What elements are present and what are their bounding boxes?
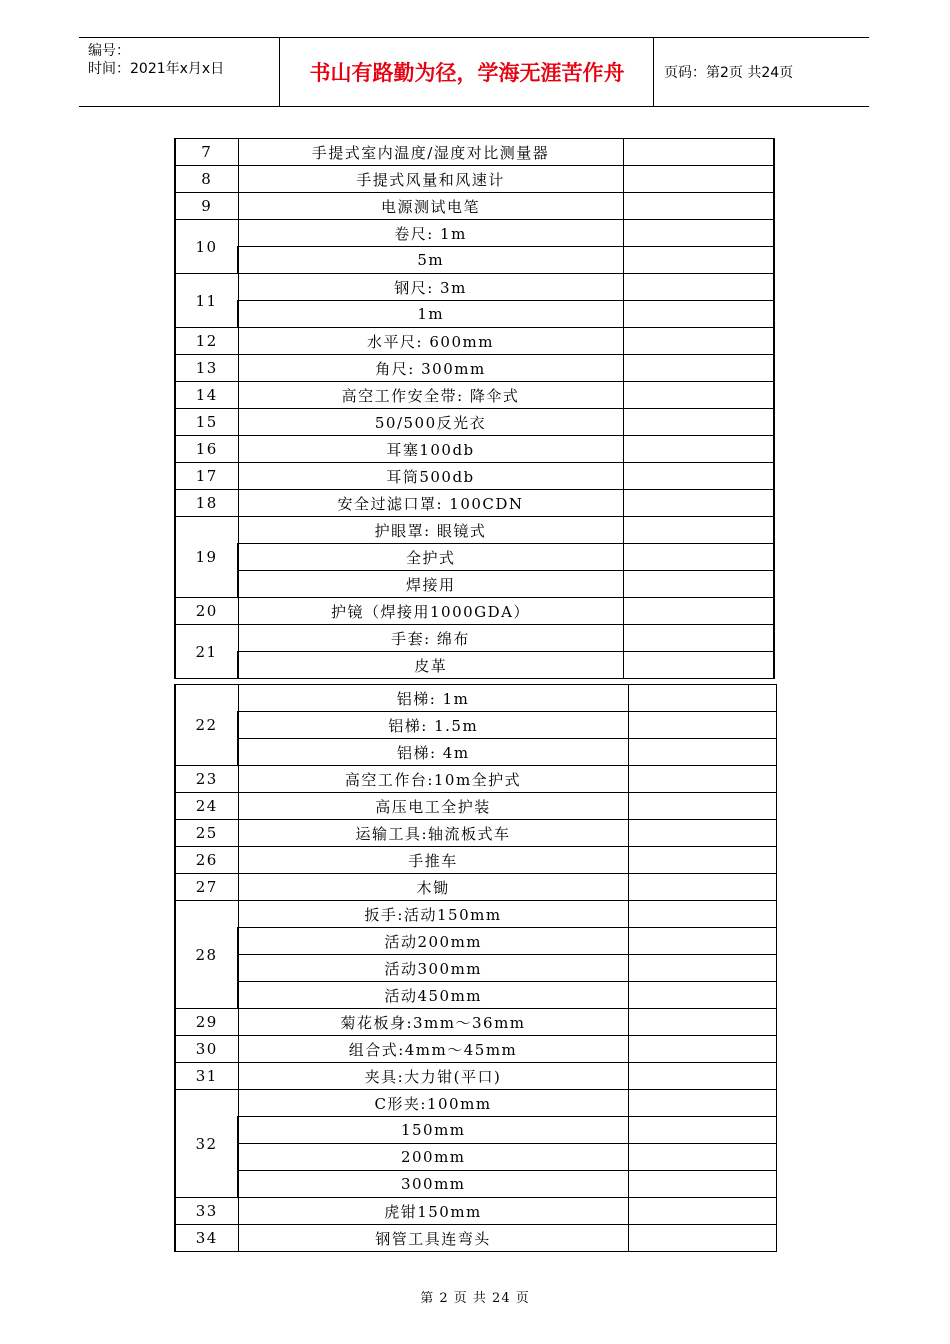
item-number: 28 (175, 901, 238, 1009)
table-row (175, 820, 776, 847)
blank-cell (623, 490, 774, 517)
item-number: 13 (175, 355, 238, 382)
table-row (175, 1009, 776, 1036)
table-row (175, 1090, 776, 1117)
item-number: 18 (175, 490, 238, 517)
table-row (175, 1036, 776, 1063)
blank-cell (628, 766, 776, 793)
blank-cell (623, 247, 774, 274)
table-row (175, 982, 776, 1009)
blank-cell (623, 409, 774, 436)
table-row (175, 1117, 776, 1144)
blank-cell (628, 901, 776, 928)
item-name: 手推车 (238, 847, 628, 874)
table-row (175, 328, 774, 355)
item-number: 15 (175, 409, 238, 436)
blank-cell (623, 625, 774, 652)
equipment-table-part-1 (174, 138, 775, 679)
item-name: 5m (238, 247, 623, 274)
table-row (175, 625, 774, 652)
item-number: 11 (175, 274, 238, 328)
item-name: 运输工具:轴流板式车 (238, 820, 628, 847)
blank-cell (628, 874, 776, 901)
item-number: 14 (175, 382, 238, 409)
item-name: 护镜（焊接用1000GDA） (238, 598, 623, 625)
table-row (175, 598, 774, 625)
item-name: 铝梯: 4m (238, 739, 628, 766)
item-name: 活动300mm (238, 955, 628, 982)
table-row (175, 1198, 776, 1225)
blank-cell (623, 139, 774, 166)
item-number: 16 (175, 436, 238, 463)
header-motto: 书山有路勤为径，学海无涯苦作舟 (281, 38, 654, 106)
item-number: 21 (175, 625, 238, 679)
item-name: 活动200mm (238, 928, 628, 955)
item-name: 手提式风量和风速计 (238, 166, 623, 193)
item-name: 耳筒500db (238, 463, 623, 490)
item-name: 全护式 (238, 544, 623, 571)
blank-cell (628, 955, 776, 982)
blank-cell (623, 436, 774, 463)
item-name: 扳手:活动150mm (238, 901, 628, 928)
item-number: 8 (175, 166, 238, 193)
item-name: 木锄 (238, 874, 628, 901)
blank-cell (623, 652, 774, 679)
item-name: 手套: 绵布 (238, 625, 623, 652)
page-footer: 第 2 页 共 24 页 (420, 1291, 530, 1306)
table-row (175, 901, 776, 928)
table-row (175, 139, 774, 166)
table-row (175, 355, 774, 382)
item-number: 20 (175, 598, 238, 625)
item-number: 23 (175, 766, 238, 793)
item-name: 角尺: 300mm (238, 355, 623, 382)
blank-cell (628, 1063, 776, 1090)
item-number: 34 (175, 1225, 238, 1252)
table-row (175, 409, 774, 436)
table-row (175, 490, 774, 517)
blank-cell (623, 463, 774, 490)
item-name: 铝梯: 1.5m (238, 712, 628, 739)
table-body-1 (175, 139, 774, 679)
table-row (175, 193, 774, 220)
table-row (175, 1171, 776, 1198)
item-name: 铝梯: 1m (238, 685, 628, 712)
blank-cell (623, 544, 774, 571)
blank-cell (623, 193, 774, 220)
item-name: 耳塞100db (238, 436, 623, 463)
blank-cell (623, 517, 774, 544)
item-number: 12 (175, 328, 238, 355)
item-name: 菊花板身:3mm～36mm (238, 1009, 628, 1036)
blank-cell (623, 166, 774, 193)
table-row (175, 517, 774, 544)
blank-cell (628, 847, 776, 874)
item-name: 护眼罩: 眼镜式 (238, 517, 623, 544)
table-row (175, 301, 774, 328)
item-number: 24 (175, 793, 238, 820)
item-name: 虎钳150mm (238, 1198, 628, 1225)
table-row (175, 1225, 776, 1252)
table-row (175, 166, 774, 193)
table-row (175, 1144, 776, 1171)
page-header (79, 37, 869, 107)
blank-cell (628, 820, 776, 847)
item-name: 高空工作台:10m全护式 (238, 766, 628, 793)
item-number: 31 (175, 1063, 238, 1090)
item-number: 25 (175, 820, 238, 847)
blank-cell (628, 1198, 776, 1225)
blank-cell (623, 220, 774, 247)
item-name: 手提式室内温度/湿度对比测量器 (238, 139, 623, 166)
item-name: 水平尺: 600mm (238, 328, 623, 355)
item-name: 1m (238, 301, 623, 328)
item-number: 32 (175, 1090, 238, 1198)
item-name: 夹具:大力钳(平口) (238, 1063, 628, 1090)
blank-cell (628, 1171, 776, 1198)
blank-cell (623, 571, 774, 598)
item-name: 高压电工全护装 (238, 793, 628, 820)
table-row (175, 247, 774, 274)
table-row (175, 739, 776, 766)
table-body-2 (175, 685, 776, 1252)
item-number: 33 (175, 1198, 238, 1225)
item-name: 卷尺: 1m (238, 220, 623, 247)
header-page-info: 页码：第2页 共24页 (664, 65, 794, 81)
item-name: 钢尺: 3m (238, 274, 623, 301)
table-row (175, 544, 774, 571)
item-number: 30 (175, 1036, 238, 1063)
header-meta (79, 38, 280, 106)
blank-cell (628, 1090, 776, 1117)
item-name: 焊接用 (238, 571, 623, 598)
blank-cell (628, 1117, 776, 1144)
table-row (175, 652, 774, 679)
item-name: 活动450mm (238, 982, 628, 1009)
item-number: 29 (175, 1009, 238, 1036)
table-row (175, 793, 776, 820)
table-row (175, 571, 774, 598)
blank-cell (628, 1144, 776, 1171)
blank-cell (628, 739, 776, 766)
blank-cell (623, 598, 774, 625)
table-row (175, 463, 774, 490)
table-row (175, 766, 776, 793)
item-number: 17 (175, 463, 238, 490)
item-number: 9 (175, 193, 238, 220)
table-row (175, 685, 776, 712)
blank-cell (628, 685, 776, 712)
item-number: 19 (175, 517, 238, 598)
table-row (175, 874, 776, 901)
table-row (175, 928, 776, 955)
blank-cell (628, 928, 776, 955)
item-name: 150mm (238, 1117, 628, 1144)
table-row (175, 847, 776, 874)
item-name: 200mm (238, 1144, 628, 1171)
table-row (175, 382, 774, 409)
blank-cell (628, 712, 776, 739)
blank-cell (623, 301, 774, 328)
document-number-label: 编号： (88, 43, 130, 59)
item-number: 26 (175, 847, 238, 874)
item-name: 高空工作安全带: 降伞式 (238, 382, 623, 409)
item-name: 电源测试电笔 (238, 193, 623, 220)
item-name: 皮革 (238, 652, 623, 679)
item-name: 安全过滤口罩: 100CDN (238, 490, 623, 517)
blank-cell (628, 1225, 776, 1252)
item-number: 27 (175, 874, 238, 901)
table-row (175, 220, 774, 247)
blank-cell (628, 982, 776, 1009)
table-row (175, 436, 774, 463)
blank-cell (623, 382, 774, 409)
equipment-table-part-2 (174, 684, 777, 1252)
item-name: 300mm (238, 1171, 628, 1198)
table-row (175, 955, 776, 982)
item-number: 22 (175, 685, 238, 766)
blank-cell (628, 793, 776, 820)
item-name: 50/500反光衣 (238, 409, 623, 436)
item-name: C形夹:100mm (238, 1090, 628, 1117)
document-time-label: 时间：2021年x月x日 (88, 61, 225, 77)
item-name: 组合式:4mm～45mm (238, 1036, 628, 1063)
blank-cell (628, 1036, 776, 1063)
blank-cell (623, 328, 774, 355)
table-row (175, 274, 774, 301)
blank-cell (623, 355, 774, 382)
item-number: 7 (175, 139, 238, 166)
blank-cell (623, 274, 774, 301)
item-number: 10 (175, 220, 238, 274)
table-row (175, 1063, 776, 1090)
table-row (175, 712, 776, 739)
item-name: 钢管工具连弯头 (238, 1225, 628, 1252)
blank-cell (628, 1009, 776, 1036)
